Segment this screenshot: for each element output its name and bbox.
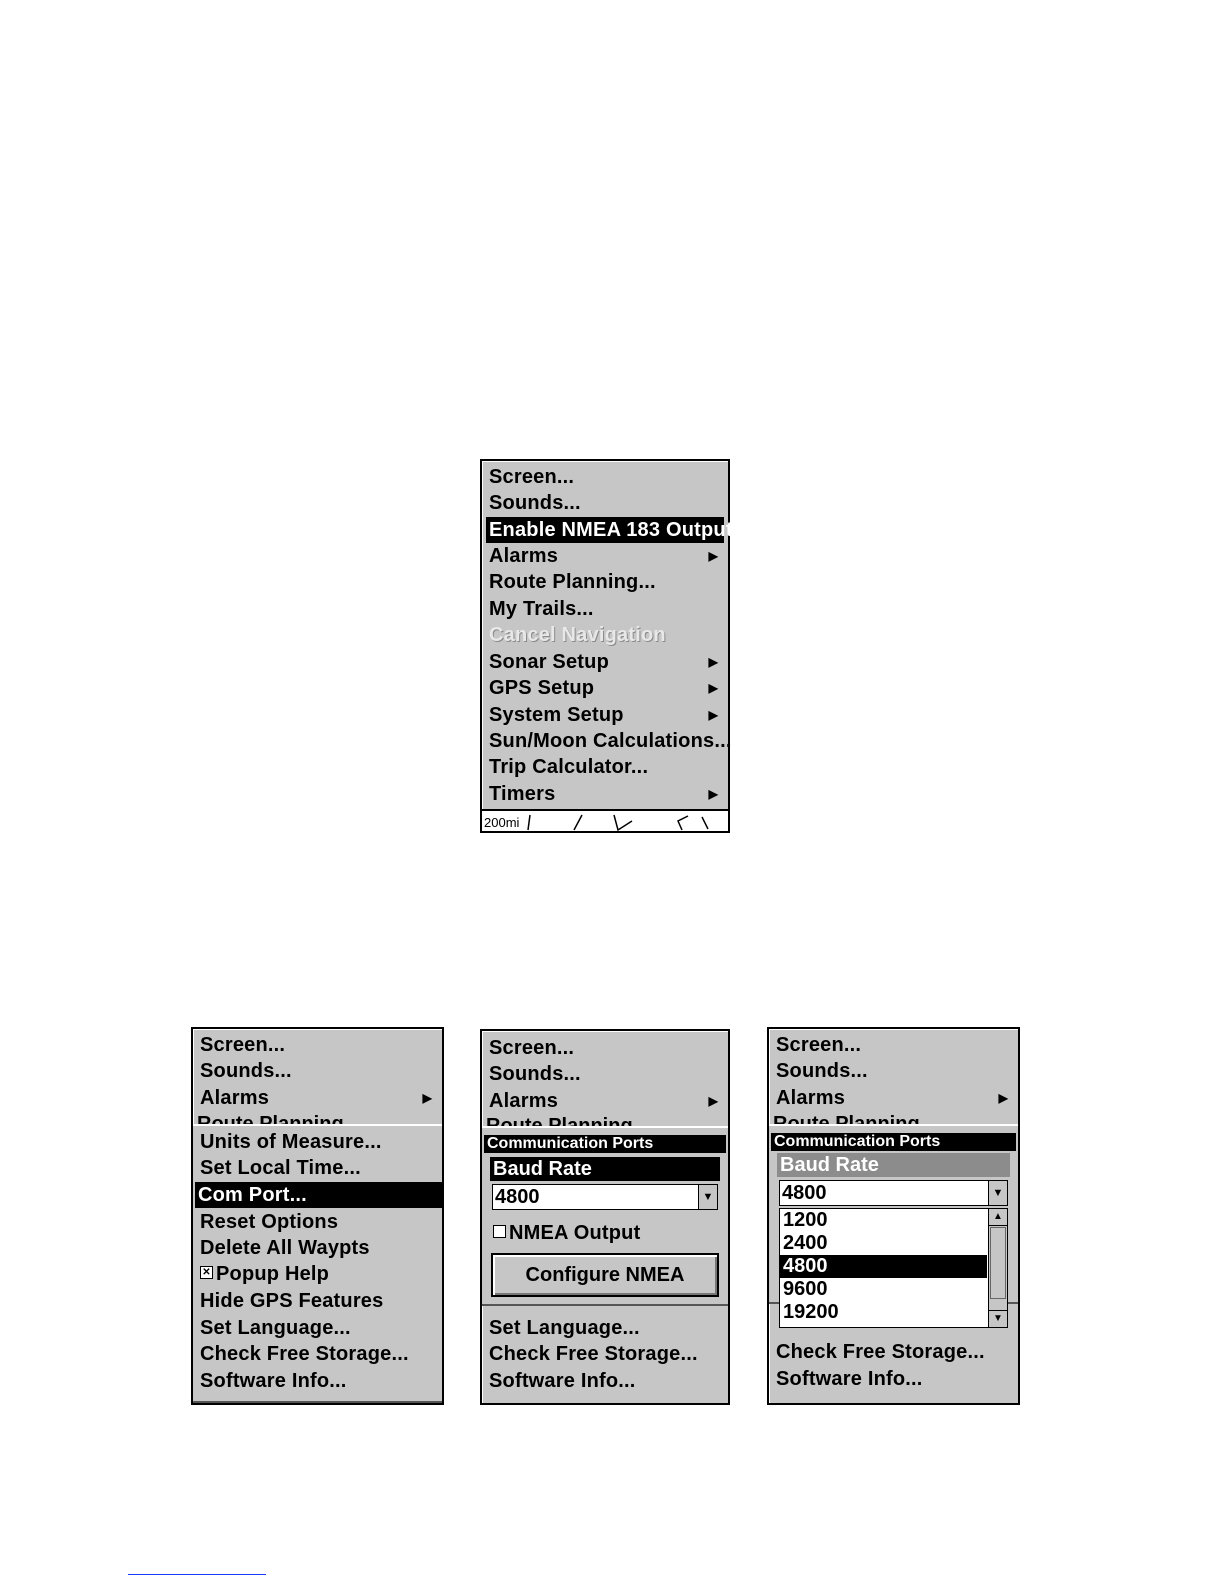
footer-rule [128, 1574, 266, 1575]
communication-ports-dialog [482, 1126, 728, 1306]
scroll-up-icon[interactable]: ▲ [989, 1209, 1007, 1226]
submenu-set-local-time[interactable]: Set Local Time... [200, 1157, 361, 1179]
baud-option[interactable]: 2400 [783, 1232, 828, 1254]
menu-item-label: Alarms [489, 545, 559, 567]
baud-option-selected[interactable]: 4800 [780, 1255, 987, 1278]
menu-item-screen[interactable]: Screen... [489, 466, 575, 488]
menu-item-trip-calculator[interactable]: Trip Calculator... [489, 756, 649, 778]
partially-hidden-item [486, 1119, 649, 1126]
submenu-arrow-icon: ▶ [708, 1094, 718, 1108]
popup-help-label: Popup Help [216, 1263, 330, 1285]
baud-rate-options-list[interactable] [779, 1208, 1008, 1328]
submenu-arrow-icon: ▶ [708, 549, 718, 563]
menu-item-label: GPS Setup [489, 677, 595, 699]
menu-item-alarms[interactable] [197, 1085, 438, 1111]
submenu-arrow-icon: ▶ [422, 1091, 432, 1105]
map-coastline-icon [482, 811, 728, 831]
middle-menu-screen [480, 1029, 730, 1405]
submenu-arrow-icon: ▶ [708, 655, 718, 669]
submenu-arrow-icon: ▶ [708, 787, 718, 801]
menu-item-alarms[interactable] [486, 543, 724, 569]
menu-item-screen[interactable]: Screen... [200, 1034, 286, 1056]
menu-item-alarms[interactable] [773, 1085, 1014, 1111]
nmea-output-checkbox[interactable] [490, 1220, 724, 1246]
menu-item-label: Sonar Setup [489, 651, 609, 673]
nmea-output-label: NMEA Output [509, 1222, 641, 1244]
configure-nmea-button[interactable]: Configure NMEA [491, 1253, 719, 1297]
baud-option[interactable]: 1200 [783, 1209, 828, 1231]
menu-item-software-info[interactable]: Software Info... [776, 1368, 923, 1390]
menu-item-sounds[interactable]: Sounds... [489, 492, 581, 514]
dropdown-arrow-icon[interactable]: ▼ [698, 1185, 717, 1209]
submenu-popup-help[interactable] [197, 1261, 438, 1287]
submenu-arrow-icon: ▶ [998, 1091, 1008, 1105]
dialog-title: Communication Ports [484, 1135, 726, 1153]
menu-item-sonar-setup[interactable] [486, 649, 724, 675]
map-scale-label: 200mi [484, 815, 520, 830]
menu-item-sounds[interactable]: Sounds... [200, 1060, 292, 1082]
map-strip [482, 809, 728, 831]
menu-item-label: System Setup [489, 704, 624, 726]
menu-item-software-info[interactable]: Software Info... [489, 1370, 636, 1392]
baud-rate-label[interactable]: Baud Rate [490, 1157, 720, 1181]
submenu-com-port[interactable]: Com Port... [195, 1182, 442, 1208]
left-menu-screen [191, 1027, 444, 1405]
menu-item-screen[interactable]: Screen... [489, 1037, 575, 1059]
menu-item-sun-moon[interactable]: Sun/Moon Calculations... [489, 730, 732, 752]
submenu-units-of-measure[interactable]: Units of Measure... [200, 1131, 382, 1153]
menu-item-alarms[interactable] [486, 1088, 724, 1114]
menu-item-label: Alarms [776, 1087, 846, 1109]
submenu-set-language[interactable]: Set Language... [200, 1317, 351, 1339]
baud-option[interactable]: 19200 [783, 1301, 839, 1323]
submenu-check-free-storage[interactable]: Check Free Storage... [200, 1343, 409, 1365]
checkbox-checked-icon[interactable]: ✕ [200, 1266, 213, 1279]
partially-hidden-item [197, 1117, 360, 1124]
menu-item-cancel-navigation: Cancel Navigation [489, 624, 666, 646]
list-scrollbar[interactable] [988, 1209, 1007, 1327]
menu-item-enable-nmea[interactable]: Enable NMEA 183 Output [486, 517, 724, 543]
menu-item-set-language[interactable]: Set Language... [489, 1317, 640, 1339]
menu-item-system-setup[interactable] [486, 702, 724, 728]
menu-item-sounds[interactable]: Sounds... [776, 1060, 868, 1082]
menu-item-my-trails[interactable]: My Trails... [489, 598, 594, 620]
menu-item-route-planning[interactable]: Route Planning... [489, 571, 656, 593]
menu-item-check-free-storage[interactable]: Check Free Storage... [489, 1343, 698, 1365]
submenu-hide-gps-features[interactable]: Hide GPS Features [200, 1290, 384, 1312]
menu-item-timers[interactable] [486, 781, 724, 807]
submenu-delete-all-waypts[interactable]: Delete All Waypts [200, 1237, 370, 1259]
menu-item-screen[interactable]: Screen... [776, 1034, 862, 1056]
submenu-arrow-icon: ▶ [708, 681, 718, 695]
menu-item-sounds[interactable]: Sounds... [489, 1063, 581, 1085]
baud-rate-value: 4800 [782, 1182, 827, 1204]
submenu-software-info[interactable]: Software Info... [200, 1370, 347, 1392]
baud-rate-select[interactable] [492, 1184, 718, 1210]
baud-option[interactable]: 9600 [783, 1278, 828, 1300]
baud-rate-select[interactable] [779, 1180, 1008, 1206]
menu-item-label: Alarms [200, 1087, 270, 1109]
checkbox-unchecked-icon[interactable] [493, 1225, 506, 1238]
baud-rate-label[interactable]: Baud Rate [777, 1153, 1010, 1177]
partially-hidden-item [773, 1117, 936, 1124]
main-menu-screen [480, 459, 733, 833]
system-setup-submenu [193, 1124, 442, 1403]
right-menu-screen [767, 1027, 1020, 1405]
dialog-title: Communication Ports [771, 1133, 1016, 1151]
menu-item-gps-setup[interactable] [486, 675, 724, 701]
dropdown-arrow-icon[interactable]: ▼ [988, 1181, 1007, 1205]
scrollbar-thumb[interactable] [990, 1227, 1006, 1299]
scroll-down-icon[interactable]: ▼ [989, 1310, 1007, 1327]
submenu-arrow-icon: ▶ [708, 708, 718, 722]
submenu-reset-options[interactable]: Reset Options [200, 1211, 339, 1233]
baud-rate-value: 4800 [495, 1186, 540, 1208]
menu-item-check-free-storage[interactable]: Check Free Storage... [776, 1341, 985, 1363]
menu-item-label: Alarms [489, 1090, 559, 1112]
menu-item-label: Timers [489, 783, 556, 805]
